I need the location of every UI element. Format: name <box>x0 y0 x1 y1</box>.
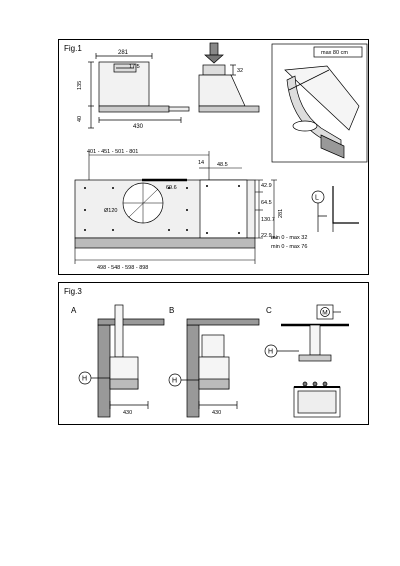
fig1-max-80: max 80 cm <box>321 50 348 56</box>
fig3-dim-430-a: 430 <box>123 410 133 416</box>
fig1-dim-430: 430 <box>133 124 144 130</box>
fig3-label-b: B <box>169 306 175 315</box>
figure-3-panel <box>58 282 369 425</box>
fig3-marker-h-c: H <box>268 348 274 356</box>
figure-3-drawing <box>59 283 370 426</box>
fig1-dim-22-9: 22.9 <box>261 233 272 239</box>
fig1-dim-32: 32 <box>237 68 244 74</box>
fig1-dim-64-5: 64.5 <box>261 200 272 206</box>
fig1-dim-48-5: 48.5 <box>217 162 228 168</box>
fig3-label-a: A <box>71 306 77 315</box>
fig3-marker-h-a: H <box>82 375 88 383</box>
fig1-title: Fig.1 <box>64 44 82 53</box>
figure-1-drawing <box>59 40 370 276</box>
fig3-title: Fig.3 <box>64 287 82 296</box>
fig1-dim-40: 40 <box>77 115 83 122</box>
figure-1-panel <box>58 39 369 275</box>
fig3-marker-m: M <box>322 309 328 317</box>
fig1-dim-17-5: 17.5 <box>129 64 140 70</box>
fig1-dim-281: 281 <box>118 50 129 56</box>
fig1-dim-281-vertical: 281 <box>278 208 284 218</box>
fig1-min-max-76: min 0 - max 76 <box>271 244 308 250</box>
fig3-marker-h-b: H <box>172 377 178 385</box>
fig1-marker-l: L <box>315 194 319 202</box>
fig1-dim-69-6: 69.6 <box>166 185 177 191</box>
fig1-diameter: Ø120 <box>104 208 118 214</box>
fig1-bottom-series: 498 - 548 - 598 - 898 <box>97 265 149 271</box>
fig1-dim-135: 135 <box>77 80 83 90</box>
fig1-dim-42-9-top: 42.9 <box>261 183 272 189</box>
fig1-width-series: 401 - 451 - 501 - 801 <box>87 149 139 155</box>
fig1-min-max-32: min 0 - max 32 <box>271 235 308 241</box>
fig1-dim-130-7: 130.7 <box>261 217 275 223</box>
fig3-label-c: C <box>266 306 272 315</box>
fig1-dim-14: 14 <box>198 160 205 166</box>
fig3-dim-430-b: 430 <box>212 410 222 416</box>
